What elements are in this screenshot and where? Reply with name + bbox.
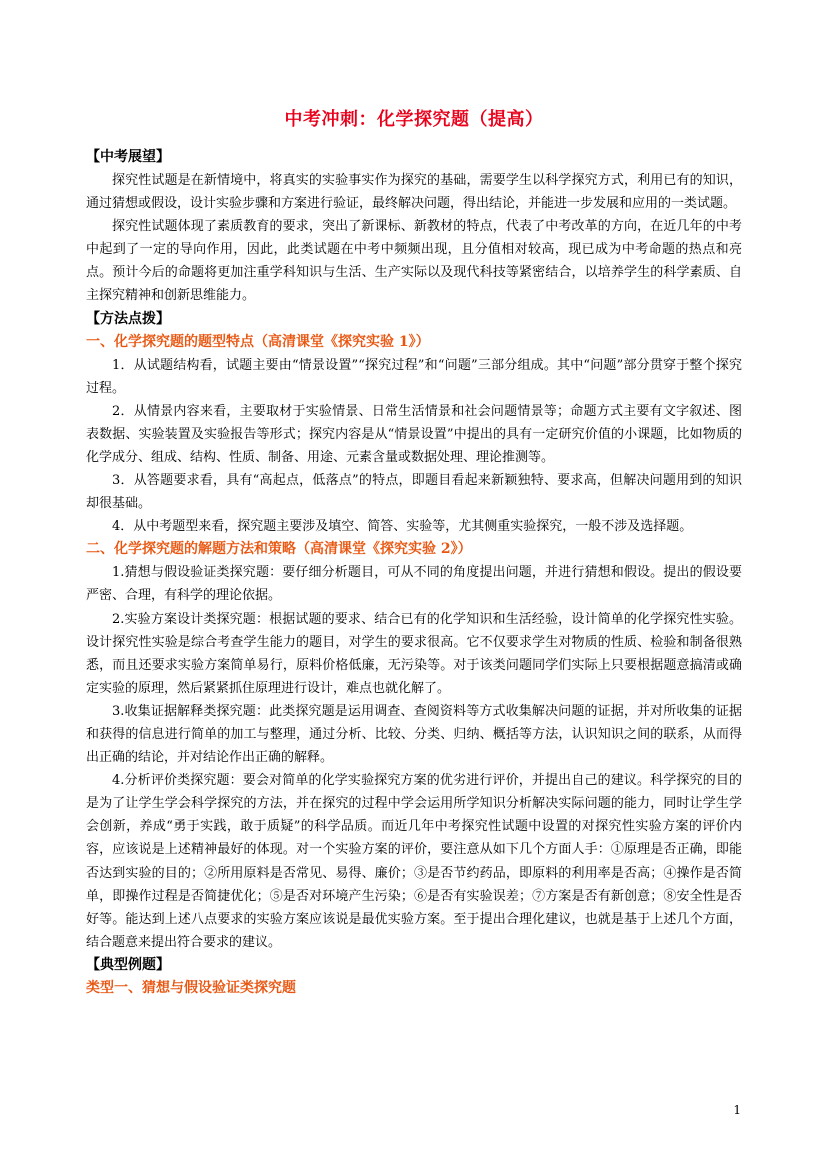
page-number: 1 (733, 1103, 741, 1117)
section-heading-methods: 【方法点拨】 (86, 310, 170, 327)
paragraph: 探究性试题体现了素质教育的要求，突出了新课标、新教材的特点，代表了中考改革的方向，在近几年的中考中起到了一定的导向作用，因此，此类试题在中考中频频出现，且分值相对较高，现已成为中考命题的热点和亮点。预计今后的命题将更加注重学科知识与生活、生产实际以及现代科技等紧密结合，以培养学生的科学素质、自主探究精神和创新思维能力。 (86, 219, 742, 304)
paragraph: 3.收集证据解释类探究题：此类探究题是运用调查、查阅资料等方式收集解决问题的证据，并对所收集的证据和获得的信息进行简单的加工与整理，通过分析、比较、分类、归纳、概括等方法，认识知识之间的联系，从而得出正确的结论，并对结论作出正确的解释。 (86, 703, 742, 766)
subheading-type1: 类型一、猜想与假设验证类探究题 (86, 979, 296, 996)
paragraph: 1.猜想与假设验证类探究题：要仔细分析题目，可从不同的角度提出问题，并进行猜想和假设。提出的假设要严密、合理，有科学的理论依据。 (86, 565, 742, 604)
document-page (86, 108, 742, 1000)
subheading-part2: 二、化学探究题的解题方法和策略（高清课堂《探究实验 2》） (86, 541, 472, 558)
paragraph: 2.实验方案设计类探究题：根据试题的要求、结合已有的化学知识和生活经验，设计简单的化学探究性实验。设计探究性实验是综合考查学生能力的题目，对学生的要求很高。它不仅要求学生对物质的性质、检验和制备很熟悉，而且还要求实验方案简单易行，原料价格低廉，无污染等。对于该类问题同学们实际上只要根据题意搞清或确定实验的原理，然后紧紧抓住原理进行设计，难点也就化解了。 (86, 611, 742, 696)
paragraph: 2．从情景内容来看，主要取材于实验情景、日常生活情景和社会问题情景等；命题方式主要有文字叙述、图表数据、实验装置及实验报告等形式；探究内容是从“情景设置”中提出的具有一定研究价值的小课题，比如物质的化学成分、组成、结构、性质、制备、用途、元素含量或数据处理、理论推测等。 (86, 403, 742, 465)
section-heading-examples: 【典型例题】 (86, 956, 170, 973)
paragraph: 1．从试题结构看，试题主要由“情景设置”“探究过程”和“问题”三部分组成。其中“问题”部分贯穿于整个探究过程。 (86, 357, 742, 396)
section-heading-outlook: 【中考展望】 (86, 149, 170, 165)
subheading-part1: 一、化学探究题的题型特点（高清课堂《探究实验 1》） (86, 333, 430, 350)
paragraph: 4．从中考题型来看，探究题主要涉及填空、简答、实验等，尤其侧重实验探究，一般不涉及选择题。 (112, 519, 693, 535)
paragraph: 4.分析评价类探究题：要会对简单的化学实验探究方案的优劣进行评价，并提出自己的建议。科学探究的目的是为了让学生学会科学探究的方法，并在探究的过程中学会运用所学知识分析解决实际问题的能力，同时让学生学会创新，养成“勇于实践，敢于质疑”的科学品质。而近几年中考探究性试题中设置的对探究性实验方案的评价内容，应该说是上述精神最好的体现。对一个实验方案的评价，要注意从如下几个方面人手：①原理是否正确，即能否达到实验的目的；②所用原料是否常见、易得、廉价；③是否节约药品，即原料的利用率是否高；④操作是否简单，即操作过程是否简捷优化；⑤是否对环境产生污染；⑥是否有实验误差；⑦方案是否有新创意；⑧安全性是否好等。能达到上述八点要求的实验方案应该说是最优实验方案。至于提出合理化建议，也就是基于上述几个方面，结合题意来提出符合要求的建议。 (86, 773, 742, 950)
page-title: 中考冲刺：化学探究题（提高） (284, 109, 544, 130)
paragraph: 3．从答题要求看，具有“高起点，低落点”的特点，即题目看起来新颖独特、要求高，但解决问题用到的知识却很基础。 (86, 473, 742, 512)
paragraph: 探究性试题是在新情境中，将真实的实验事实作为探究的基础，需要学生以科学探究方式，利用已有的知识，通过猜想或假设，设计实验步骤和方案进行验证，最终解决问题，得出结论，并能进一步发展和应用的一类试题。 (86, 173, 742, 212)
